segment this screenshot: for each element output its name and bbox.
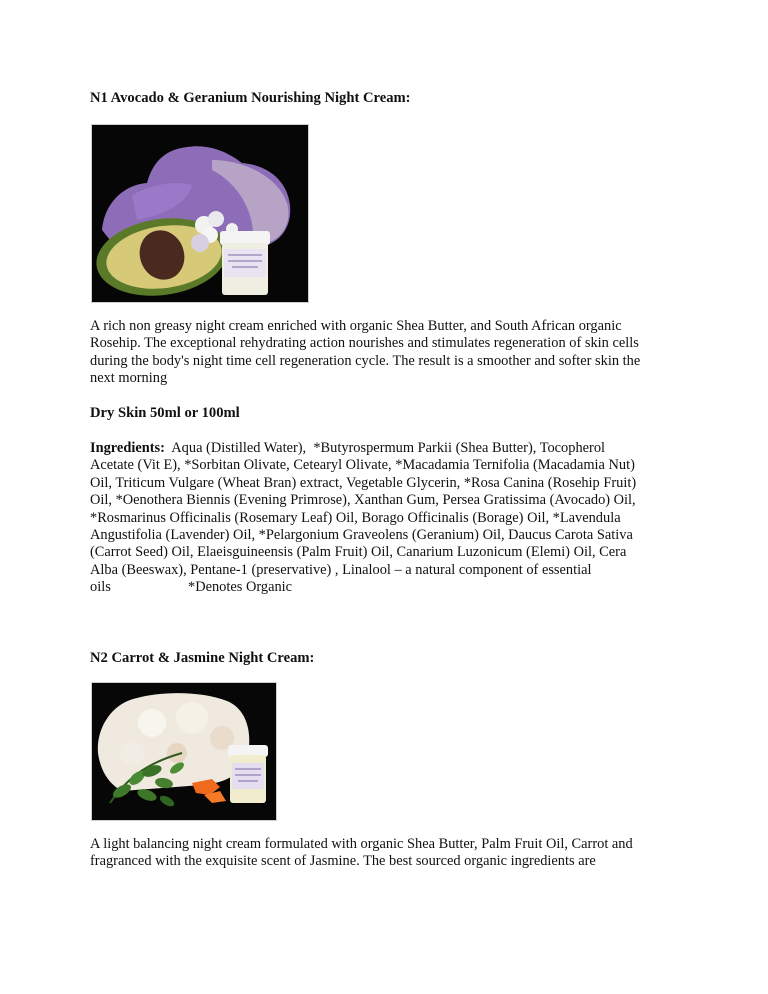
avocado-geranium-photo-icon	[92, 125, 308, 302]
product-description-n2	[90, 836, 680, 871]
product-photo-n2	[91, 682, 277, 821]
ingredients-line: (Carrot Seed) Oil, Elaeisguineensis (Palm Fruit) Oil, Canarium Luzonicum (Elemi) Oil, Cera	[90, 544, 627, 561]
ingredients-line: Alba (Beeswax), Pentane-1 (preservative) , Linalool – a natural component of essential	[90, 561, 592, 578]
description-line: A rich non greasy night cream enriched with organic Shea Butter, and South African organic	[90, 318, 622, 334]
description-line: fragranced with the exquisite scent of Jasmine. The best sourced organic ingredients are	[90, 853, 596, 870]
ingredients-line: Oil, Triticum Vulgare (Wheat Bran) extract, Vegetable Glycerin, *Rosa Canina (Rosehip Fruit)	[90, 474, 637, 491]
description-line: A light balancing night cream formulated with organic Shea Butter, Palm Fruit Oil, Carrot and	[90, 836, 633, 852]
ingredients-label: Ingredients:	[90, 440, 165, 456]
ingredients-line	[90, 579, 680, 596]
ingredients-last-word: oils	[90, 579, 111, 596]
skin-type-n1: Dry Skin 50ml or 100ml	[90, 405, 240, 421]
product-photo-n1	[91, 124, 309, 303]
product-title-n1: N1 Avocado & Geranium Nourishing Night Cream:	[90, 90, 411, 106]
description-line: during the body's night time cell regeneration cycle. The result is a smoother and softer skin the	[90, 352, 641, 369]
ingredients-line	[90, 440, 680, 457]
ingredients-n1	[90, 440, 680, 597]
description-line: next morning	[90, 370, 168, 387]
ingredients-line: *Rosmarinus Officinalis (Rosemary Leaf) Oil, Borago Officinalis (Borage) Oil, *Lavendula	[90, 509, 621, 526]
description-line: Rosehip. The exceptional rehydrating action nourishes and stimulates regeneration of skin cells	[90, 335, 639, 352]
ingredients-text: Aqua (Distilled Water), *Butyrospermum Parkii (Shea Butter), Tocopherol	[164, 440, 606, 456]
product-title-n2: N2 Carrot & Jasmine Night Cream:	[90, 650, 315, 666]
ingredients-line: Angustifolia (Lavender) Oil, *Pelargonium Graveolens (Geranium) Oil, Daucus Carota Sativa	[90, 527, 633, 544]
carrot-jasmine-photo-icon	[92, 683, 276, 820]
ingredients-line: Oil, *Oenothera Biennis (Evening Primrose), Xanthan Gum, Persea Gratissima (Avocado) Oil,	[90, 492, 636, 509]
product-description-n1	[90, 318, 680, 388]
organic-note: *Denotes Organic	[188, 579, 293, 596]
ingredients-line: Acetate (Vit E), *Sorbitan Olivate, Cetearyl Olivate, *Macadamia Ternifolia (Macadamia Nut)	[90, 457, 635, 474]
